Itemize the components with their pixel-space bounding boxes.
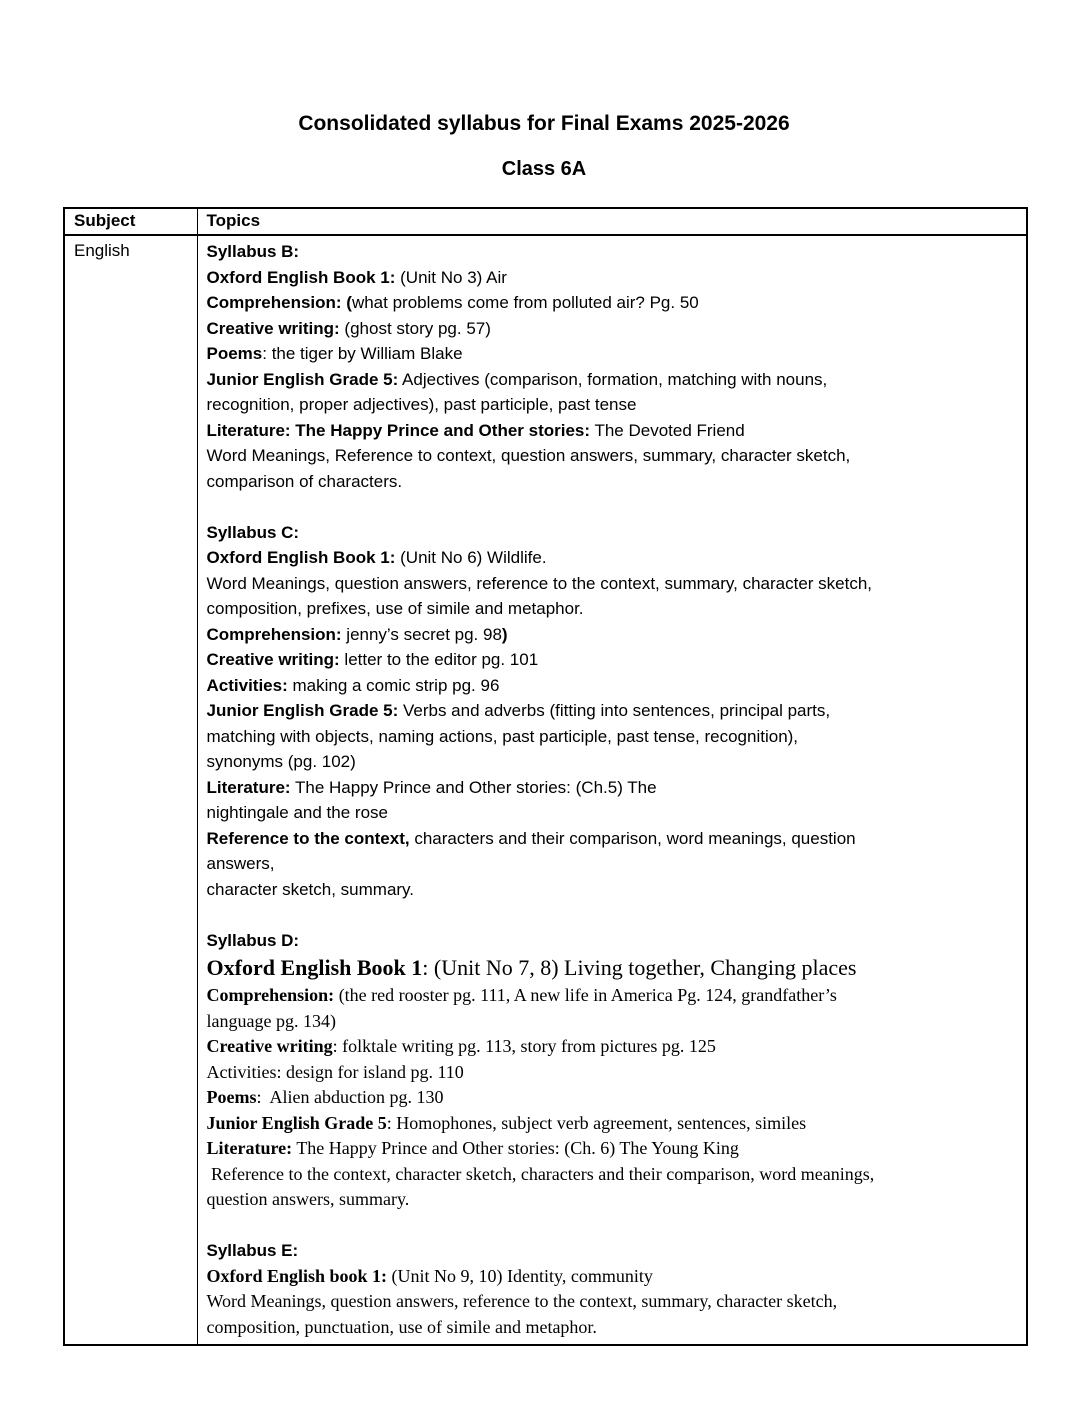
topics-line [207,545,1018,571]
topics-text-bold: Literature: The Happy Prince and Other stories: [206,420,591,440]
topics-text-bold: Syllabus C: [206,522,300,542]
topics-text-bold: Poems [206,344,263,363]
topics-text-bold: Junior English Grade 5 [206,1112,387,1133]
topics-line [207,418,1018,444]
topics-text-bold: Literature: [206,777,291,797]
topics-line [207,1315,1018,1341]
topics-text-bold: ) [501,624,508,644]
topics-line [207,1034,1018,1060]
topics-line [207,1238,1018,1264]
topics-line [207,1187,1018,1213]
topics-text: (ghost story pg. 57) [339,318,491,338]
topics-text: (Unit No 9, 10) Identity, community [387,1265,653,1286]
topics-text: matching with objects, naming actions, past participle, past tense, recognition), [206,726,799,746]
topics-line [207,265,1018,291]
topics-text-bold: Syllabus D: [206,930,300,950]
topics-line [207,1085,1018,1111]
topics-line [207,953,1018,983]
table-row [64,235,1027,1345]
topics-line [207,367,1018,393]
topics-line [207,316,1018,342]
topics-text: The Happy Prince and Other stories: (Ch. 6) The Young King [292,1138,739,1158]
topics-line [207,392,1018,418]
topics-text-bold: Junior English Grade 5: [206,701,399,720]
topics-line [207,749,1018,775]
topics-line [207,851,1018,877]
topics-line [207,800,1018,826]
topics-text: language pg. 134) [206,1010,336,1031]
topics-line [207,1289,1018,1315]
topics-text: comparison of characters. [206,471,403,491]
topics-text: nightingale and the rose [206,803,388,822]
topics-text: (the red rooster pg. 111, A new life in America Pg. 124, grandfather’s [334,985,837,1005]
topics-text: characters and their comparison, word meanings, question [409,828,856,848]
topics-text-bold: Comprehension: ( [206,293,352,312]
topics-text: : Homophones, subject verb agreement, sentences, similes [386,1112,807,1133]
topics-line [207,1213,1018,1239]
topics-line [207,520,1018,546]
topics-text-bold: Poems [206,1087,257,1107]
topics-line [207,443,1018,469]
topics-line [207,647,1018,673]
header-subject: Subject [64,208,197,235]
topics-text-bold: Comprehension: [206,985,335,1005]
topics-text: Word Meanings, question answers, reference to the context, summary, character sketch, [206,1291,838,1311]
topics-line [207,983,1018,1009]
topics-text: composition, punctuation, use of simile and metaphor. [206,1316,597,1337]
topics-text: (Unit No 6) Wildlife. [395,548,547,567]
topics-line [207,494,1018,520]
topics-line [207,775,1018,801]
topics-text-bold: Activities: [206,675,288,695]
topics-cell [197,235,1027,1345]
topics-text-bold: Oxford English Book 1 [206,955,423,980]
topics-line [207,341,1018,367]
topics-text: Verbs and adverbs (fitting into sentences, principal parts, [398,701,831,720]
topics-text-bold: Syllabus B: [206,242,300,261]
topics-text: making a comic strip pg. 96 [287,675,500,695]
topics-line [207,928,1018,954]
topics-text: recognition, proper adjectives), past participle, past tense [206,395,637,414]
topics-line [207,1009,1018,1035]
topics-line [207,902,1018,928]
topics-line [207,596,1018,622]
topics-line [207,622,1018,648]
topics-line [207,724,1018,750]
header-topics: Topics [197,208,1027,235]
topics-line [207,1136,1018,1162]
topics-text: jenny’s secret pg. 98 [341,624,502,644]
topics-line [207,1111,1018,1137]
topics-text-bold: Creative writing [206,1036,333,1056]
topics-text: : the tiger by William Blake [262,344,463,363]
topics-text-bold: Literature: [206,1138,293,1158]
topics-text: Word Meanings, Reference to context, question answers, summary, character sketch, [206,446,851,465]
topics-text: Activities: design for island pg. 110 [206,1061,464,1082]
topics-text: composition, prefixes, use of simile and metaphor. [206,599,584,618]
topics-line [207,290,1018,316]
topics-line [207,877,1018,903]
topics-text-bold: Oxford English book 1: [206,1265,388,1286]
topics-text: answers, [206,854,275,873]
topics-text-bold: Creative writing: [206,650,340,669]
topics-line [207,571,1018,597]
topics-text-bold: Reference to the context, [206,828,410,848]
topics-line [207,239,1018,265]
document-title: Consolidated syllabus for Final Exams 2025-2026 [298,112,790,135]
topics-line [207,1162,1018,1188]
topics-text: character sketch, summary. [206,879,415,899]
topics-text: : (Unit No 7, 8) Living together, Changing places [422,955,857,980]
topics-text: Adjectives (comparison, formation, matching with nouns, [398,369,828,389]
topics-line [207,1264,1018,1290]
topics-text: : folktale writing pg. 113, story from pictures pg. 125 [332,1036,716,1056]
topics-text: The Happy Prince and Other stories: (Ch.5) The [290,777,657,797]
topics-line [207,469,1018,495]
topics-text-bold: Syllabus E: [206,1241,299,1260]
topics-text: question answers, summary. [206,1189,410,1209]
topics-text: (Unit No 3) Air [395,267,507,287]
class-heading: Class 6A [501,158,587,180]
topics-text-bold: Comprehension: [206,624,342,644]
topics-line [207,1060,1018,1086]
topics-text: The Devoted Friend [590,420,745,440]
subject-cell: English [64,235,197,1345]
topics-line [207,698,1018,724]
topics-text: letter to the editor pg. 101 [339,650,539,669]
topics-text-bold: Creative writing: [206,318,340,338]
topics-text-bold: Oxford English Book 1: [206,548,396,567]
topics-text: synonyms (pg. 102) [206,752,356,771]
topics-text: what problems come from polluted air? Pg. 50 [351,293,699,312]
topics-line [207,673,1018,699]
topics-text: Reference to the context, character sketch, characters and their comparison, word meanings, [206,1163,875,1184]
topics-text: : Alien abduction pg. 130 [256,1087,444,1107]
topics-text-bold: Oxford English Book 1: [206,267,396,287]
table-header-row [64,208,1027,235]
topics-text-bold: Junior English Grade 5: [206,369,399,389]
topics-text: Word Meanings, question answers, reference to the context, summary, character sketch, [206,573,873,593]
syllabus-table [63,207,1028,1346]
topics-line [207,826,1018,852]
